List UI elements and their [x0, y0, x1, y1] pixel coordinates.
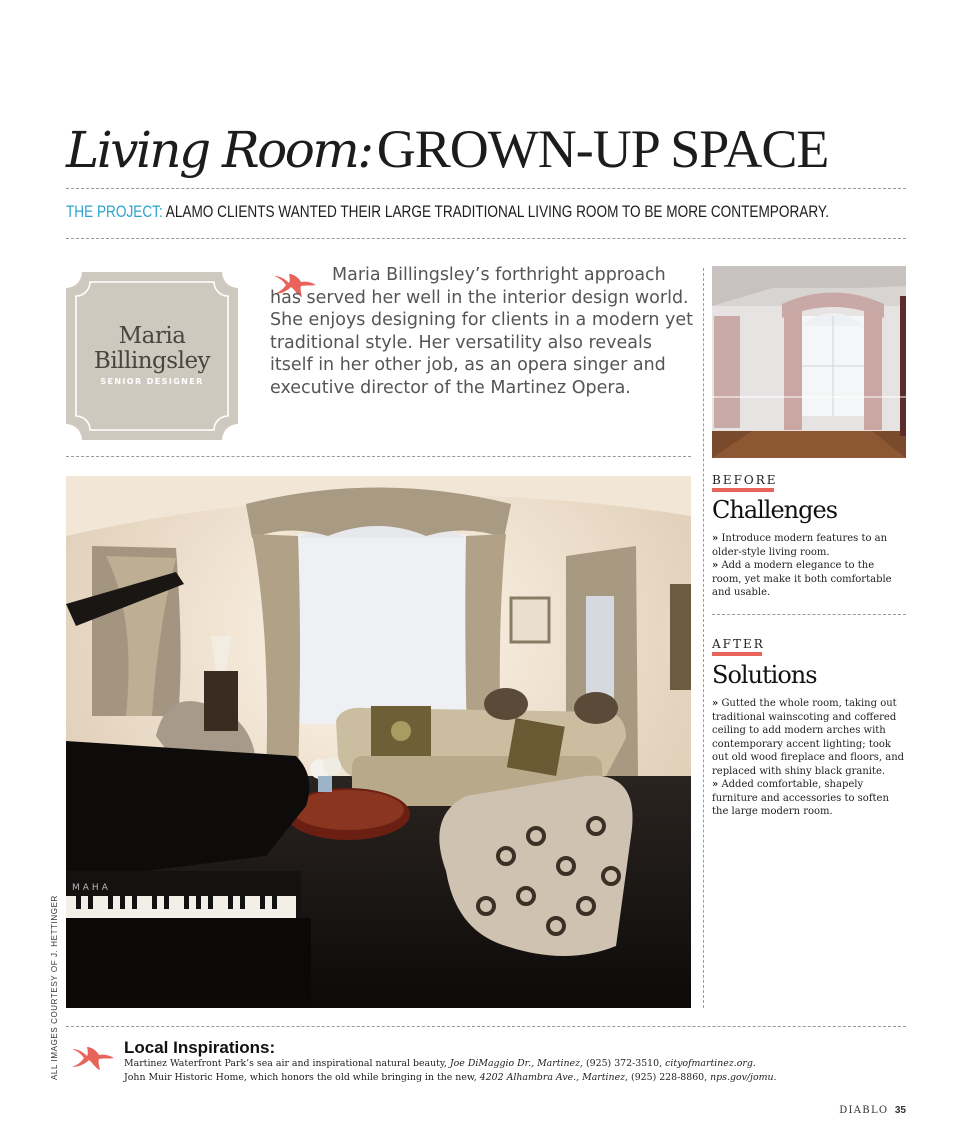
- bullet-text: Gutted the whole room, taking out traditional wainscoting and coffered ceiling to add modern arches with contemporary accent lighting; took out old wood fireplace and floors, and replaced with shiny black granite.: [712, 698, 905, 777]
- intro-paragraph: Maria Billingsley’s forthright approach has served her well in the interior design world. She enjoys designing for clients in a modern yet traditional style. Her versatility also reveals itself in her other job, as an opera singer and executive director of the Martinez Opera.: [270, 265, 693, 398]
- list-item: [712, 778, 906, 819]
- divider: [66, 188, 906, 189]
- designer-role: SENIOR DESIGNER: [100, 377, 204, 386]
- after-label-underline: [712, 652, 762, 656]
- bullet-marker: »: [712, 779, 719, 790]
- local-inspiration-2: [124, 1072, 777, 1083]
- place-phone: (925) 228-8860,: [631, 1072, 708, 1083]
- list-item: [712, 559, 906, 600]
- bullet-marker: »: [712, 533, 719, 544]
- place-address: Joe DiMaggio Dr., Martinez,: [449, 1058, 584, 1069]
- divider: [66, 238, 906, 239]
- designer-name-first: Maria: [118, 323, 186, 349]
- photo-credit: ALL IMAGES COURTESY OF J. HETTINGER: [50, 895, 59, 1080]
- magazine-name: DIABLO: [839, 1105, 889, 1116]
- designer-badge: [66, 272, 238, 440]
- bullet-marker: »: [712, 560, 719, 571]
- solutions-heading: Solutions: [712, 661, 817, 689]
- bullet-text: Introduce modern features to an older-style living room.: [712, 533, 888, 558]
- project-line: [66, 202, 830, 222]
- place-address: 4202 Alhambra Ave., Martinez,: [479, 1072, 629, 1083]
- list-item: [712, 697, 906, 778]
- title-italic: Living Room:: [66, 121, 372, 179]
- page-folio: [839, 1105, 906, 1116]
- after-label: AFTER: [712, 637, 765, 651]
- bullet-marker: »: [712, 698, 719, 709]
- divider: [66, 456, 691, 457]
- solutions-list: [712, 697, 906, 819]
- before-room-photo: [712, 266, 906, 458]
- bullet-text: Added comfortable, shapely furniture and accessories to soften the large modern room.: [712, 779, 889, 817]
- project-lead: THE PROJECT:: [66, 202, 163, 221]
- column-divider: [703, 268, 704, 1008]
- place-description: Martinez Waterfront Park’s sea air and inspirational natural beauty,: [124, 1058, 447, 1069]
- place-website: cityofmartinez.org.: [665, 1058, 756, 1069]
- page-number: 35: [894, 1105, 906, 1116]
- local-inspiration-1: [124, 1058, 756, 1069]
- project-text: ALAMO CLIENTS WANTED THEIR LARGE TRADITIONAL LIVING ROOM TO BE MORE CONTEMPORARY.: [165, 202, 830, 221]
- place-phone: (925) 372-3510,: [586, 1058, 663, 1069]
- bullet-text: Add a modern elegance to the room, yet make it both comfortable and usable.: [712, 560, 892, 598]
- divider: [66, 1026, 906, 1027]
- place-description: John Muir Historic Home, which honors the old while bringing in the new,: [124, 1072, 477, 1083]
- coral-bird-icon: [70, 1045, 116, 1071]
- before-label: BEFORE: [712, 473, 778, 487]
- after-room-photo: [66, 476, 691, 1008]
- challenges-heading: Challenges: [712, 496, 838, 524]
- local-inspirations-title: Local Inspirations:: [124, 1038, 276, 1057]
- title-caps: GROWN-UP SPACE: [376, 119, 829, 179]
- divider: [712, 614, 906, 615]
- challenges-list: [712, 532, 906, 600]
- list-item: [712, 532, 906, 559]
- article-title: [66, 118, 906, 188]
- piano-brand: MAHA: [72, 883, 111, 893]
- before-label-underline: [712, 488, 774, 492]
- place-website: nps.gov/jomu.: [710, 1072, 777, 1083]
- designer-name-last: Billingsley: [93, 348, 211, 374]
- designer-name: [66, 324, 238, 374]
